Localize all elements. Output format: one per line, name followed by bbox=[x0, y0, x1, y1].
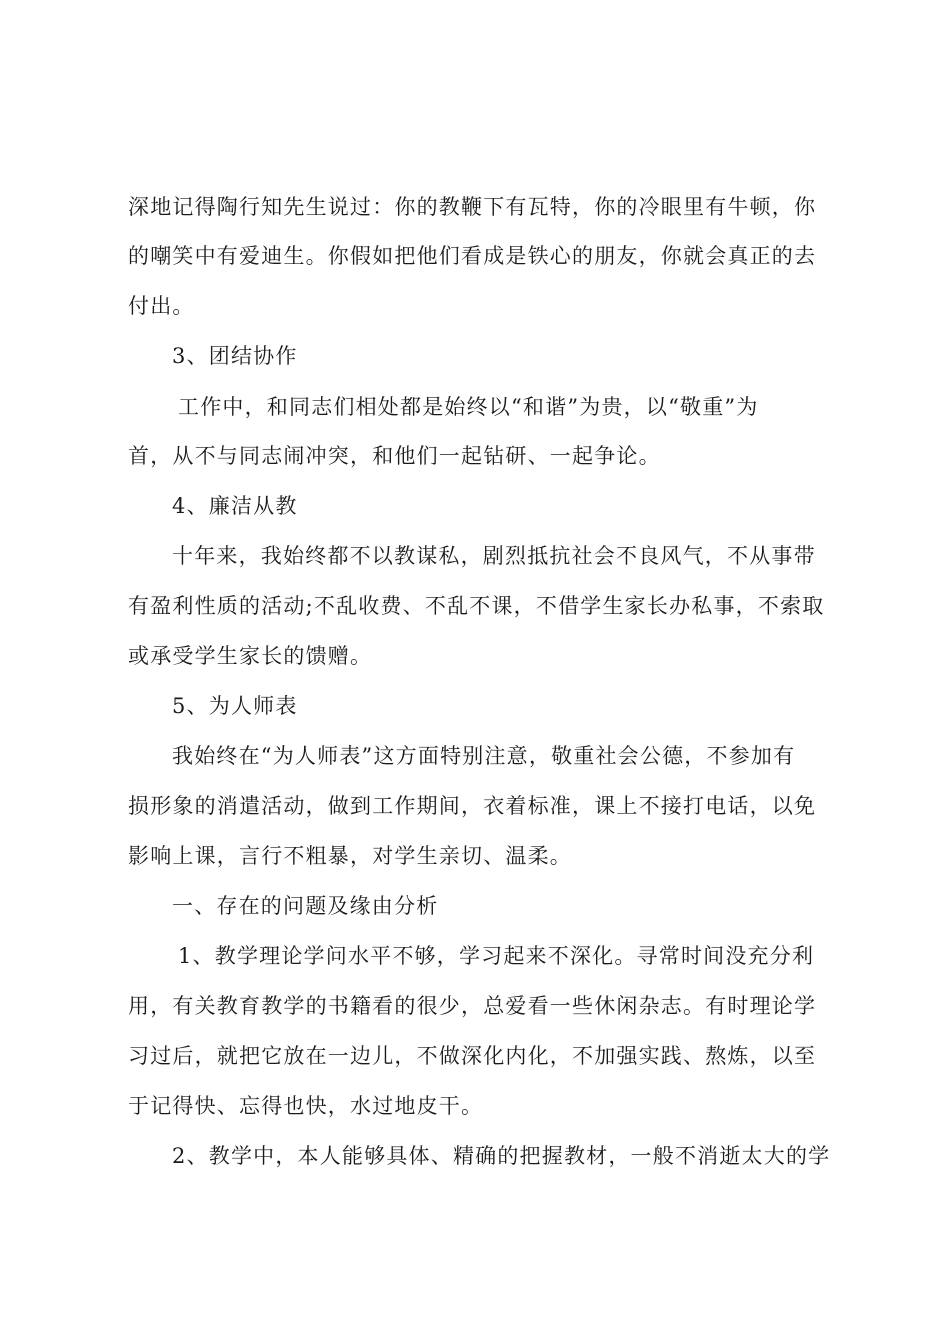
section-heading: 4、廉洁从教 bbox=[172, 494, 298, 518]
paragraph-line: 用，有关教育教学的书籍看的很少，总爱看一些休闲杂志。有时理论学 bbox=[128, 994, 817, 1018]
paragraph-line: 付出。 bbox=[128, 294, 195, 318]
paragraph-line: 损形象的消遣活动，做到工作期间，衣着标准，课上不接打电话，以免 bbox=[128, 794, 817, 818]
paragraph-line: 或承受学生家长的馈赠。 bbox=[128, 644, 373, 668]
section-heading: 一、存在的问题及缘由分析 bbox=[172, 894, 439, 918]
paragraph-line: 首，从不与同志闹冲突，和他们一起钻研、一起争论。 bbox=[128, 444, 661, 468]
paragraph-line: 工作中，和同志们相处都是始终以“和谐”为贵，以“敬重”为 bbox=[178, 395, 759, 419]
paragraph-line: 的嘲笑中有爱迪生。你假如把他们看成是铁心的朋友，你就会真正的去 bbox=[128, 244, 817, 268]
paragraph-line: 影响上课，言行不粗暴，对学生亲切、温柔。 bbox=[128, 844, 572, 868]
section-heading: 3、团结协作 bbox=[172, 344, 298, 368]
paragraph-line: 习过后，就把它放在一边儿，不做深化内化，不加强实践、熬炼，以至 bbox=[128, 1044, 817, 1068]
paragraph-line: 十年来，我始终都不以教谋私，剧烈抵抗社会不良风气，不从事带 bbox=[172, 544, 816, 568]
paragraph-line: 于记得快、忘得也快，水过地皮干。 bbox=[128, 1094, 484, 1118]
paragraph-line: 我始终在“为人师表”这方面特别注意，敬重社会公德，不参加有 bbox=[172, 744, 796, 768]
paragraph-line: 2、教学中，本人能够具体、精确的把握教材，一般不消逝太大的学 bbox=[172, 1144, 831, 1168]
paragraph-line: 深地记得陶行知先生说过：你的教鞭下有瓦特，你的冷眼里有牛顿，你 bbox=[128, 195, 817, 219]
section-heading: 5、为人师表 bbox=[172, 694, 298, 718]
paragraph-line: 有盈利性质的活动;不乱收费、不乱不课，不借学生家长办私事，不索取 bbox=[128, 594, 825, 618]
paragraph-line: 1、教学理论学问水平不够，学习起来不深化。寻常时间没充分利 bbox=[178, 944, 815, 968]
